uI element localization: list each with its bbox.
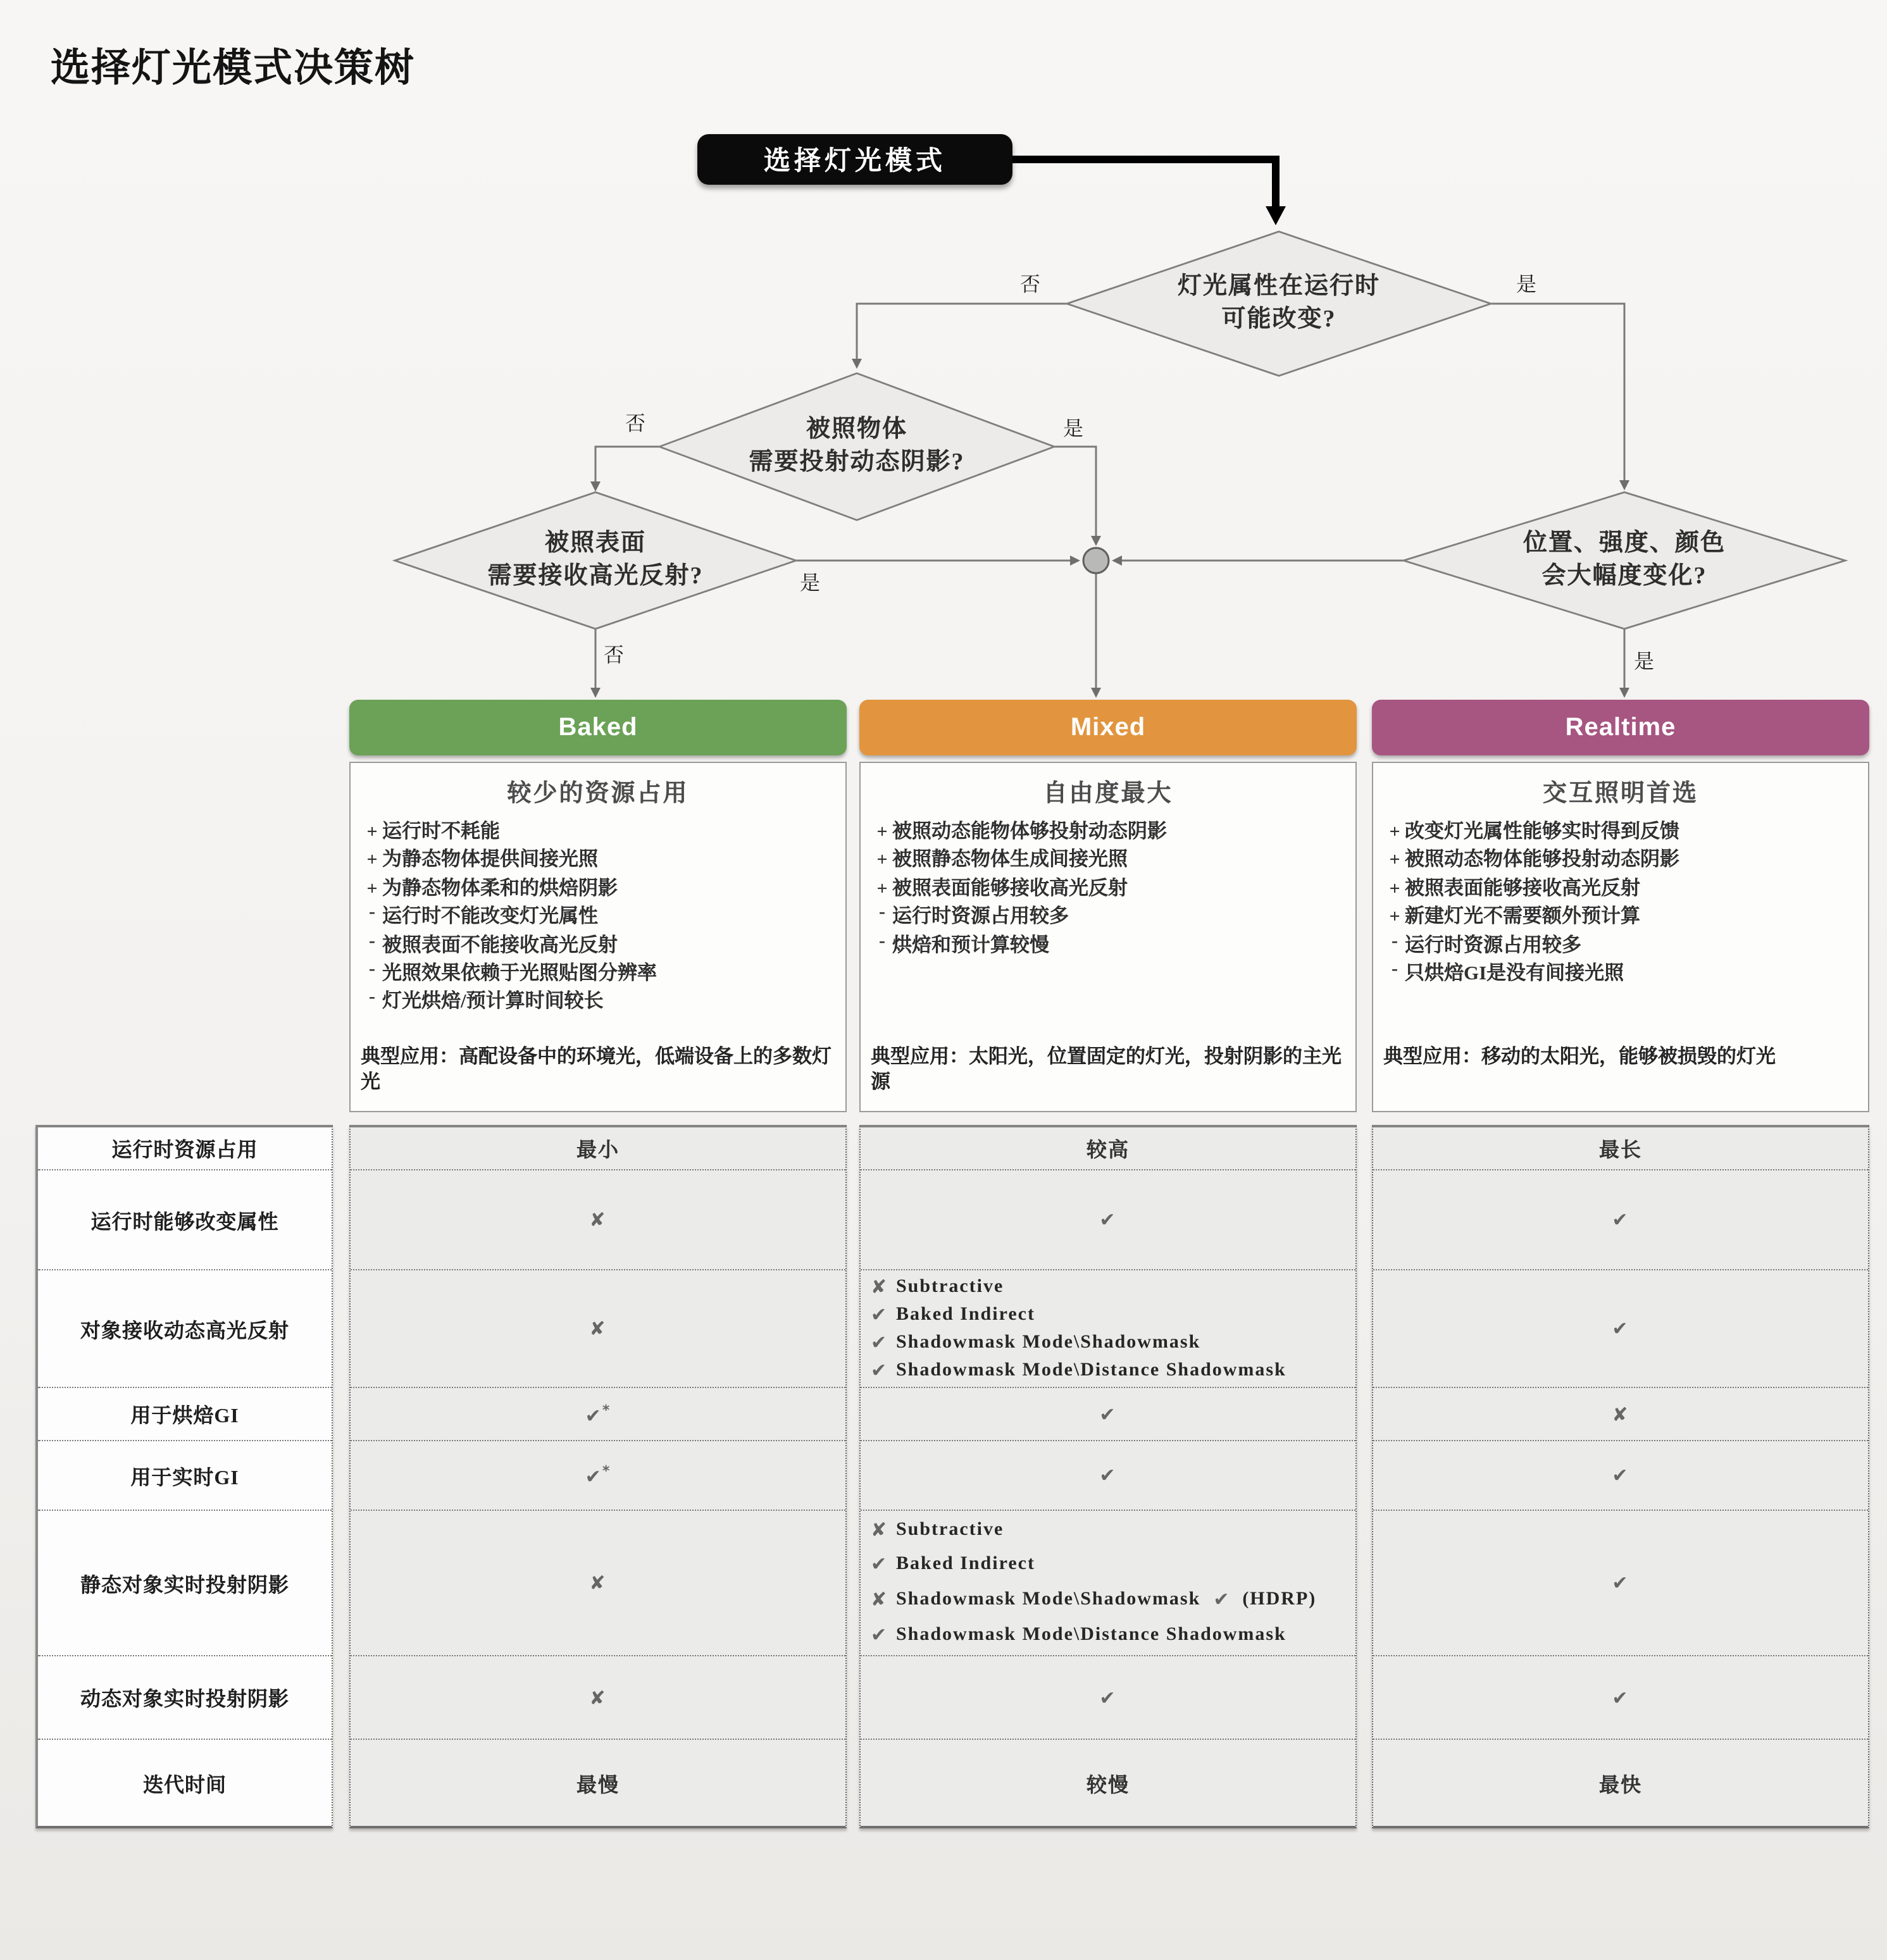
minus-marker: -	[369, 931, 375, 952]
connector-d1-no	[857, 304, 1067, 359]
mode-point-text: 被照动态能物体够投射动态阴影	[892, 821, 1168, 843]
connector-d1-yes	[1491, 304, 1624, 481]
mode-point-text: 烘焙和预计算较慢	[892, 934, 1050, 957]
mode-point-text: 只烘焙GI是没有间接光照	[1405, 963, 1624, 985]
minus-marker: -	[1392, 959, 1398, 980]
cell-realtime	[1373, 1127, 1868, 1170]
x-icon: ✘	[871, 1518, 888, 1541]
mode-summary: 较少的资源占用	[507, 781, 689, 807]
plus-marker: +	[366, 822, 378, 843]
check-icon: ✔	[871, 1553, 888, 1576]
mode-point	[1385, 819, 1868, 847]
junction-node	[1083, 548, 1109, 573]
start-node	[697, 134, 1012, 185]
mode-point	[362, 903, 845, 932]
cell-list-item	[871, 1329, 1200, 1357]
cell-list-item-text: Subtractive	[896, 1519, 1004, 1539]
edge-label-no: 否	[625, 414, 646, 435]
cell-mixed	[861, 1441, 1355, 1511]
x-icon: ✘	[1612, 1403, 1629, 1425]
cell-list-item-text: Subtractive	[896, 1276, 1004, 1296]
edge-label-no: 否	[1020, 275, 1041, 296]
row-label-text: 运行时能够改变属性	[90, 1212, 279, 1233]
x-icon: ✘	[589, 1572, 607, 1594]
plus-marker: +	[1389, 907, 1400, 928]
row-label	[38, 1511, 332, 1656]
mode-point-text: 改变灯光属性能够实时得到反馈	[1405, 821, 1680, 843]
mode-point	[1385, 932, 1868, 960]
decision-text: 可能改变?	[1221, 306, 1336, 333]
cell-list-item-text: Shadowmask Mode\Shadowmask	[896, 1332, 1201, 1353]
cell-mixed	[861, 1170, 1355, 1270]
check-icon: ✔*	[585, 1463, 611, 1488]
comparison-column-realtime	[1372, 1125, 1869, 1828]
mode-point-text: 运行时资源占用较多	[892, 906, 1069, 928]
decision-text: 需要投射动态阴影?	[749, 449, 965, 476]
plus-marker: +	[366, 850, 378, 871]
row-label	[38, 1656, 332, 1740]
cell-baked	[351, 1170, 845, 1270]
minus-marker: -	[1392, 931, 1398, 952]
check-icon: ✔	[871, 1623, 888, 1646]
cell-text: 最慢	[576, 1775, 620, 1796]
edge-label-no: 否	[604, 645, 625, 667]
mode-header-label: Mixed	[1070, 713, 1146, 741]
cell-list-item	[871, 1618, 1286, 1654]
cell-mixed	[861, 1511, 1355, 1656]
mode-point-text: 运行时资源占用较多	[1405, 934, 1582, 957]
edge-label-yes: 是	[800, 573, 821, 595]
mode-point	[1385, 960, 1868, 989]
cell-list-item-text: Shadowmask Mode\Distance Shadowmask	[896, 1624, 1286, 1645]
mode-points	[1373, 819, 1868, 989]
edge-label-yes: 是	[1634, 652, 1655, 673]
check-icon: ✔*	[585, 1401, 611, 1427]
cell-list-item-text: Shadowmask Mode\Shadowmask	[896, 1589, 1201, 1610]
decision-text: 位置、强度、颜色	[1523, 530, 1726, 557]
cell-realtime	[1373, 1740, 1868, 1826]
check-icon: ✔	[1612, 1208, 1629, 1231]
cell-text: 最长	[1598, 1140, 1642, 1162]
decision-text: 灯光属性在运行时	[1177, 273, 1380, 300]
x-icon: ✘	[589, 1317, 607, 1340]
cell-list-item	[871, 1272, 1004, 1301]
mode-point-text: 被照表面能够接收高光反射	[1405, 878, 1641, 900]
plus-marker: +	[876, 850, 888, 871]
mode-point	[872, 932, 1355, 960]
cell-list-item	[871, 1357, 1286, 1386]
mode-point	[872, 847, 1355, 876]
row-label-text: 用于烘焙GI	[130, 1406, 239, 1427]
cell-baked	[351, 1740, 845, 1826]
mode-summary: 自由度最大	[1043, 781, 1173, 807]
minus-marker: -	[879, 931, 885, 952]
typical-use: 典型应用：高配设备中的环境光，低端设备上的多数灯光	[361, 1046, 832, 1093]
mode-header-mixed	[859, 700, 1357, 755]
row-label-text: 运行时资源占用	[111, 1140, 258, 1162]
mode-summary: 交互照明首选	[1542, 781, 1698, 807]
row-label-text: 对象接收动态高光反射	[80, 1320, 289, 1342]
row-label-text: 动态对象实时投射阴影	[80, 1689, 289, 1711]
cell-mixed	[861, 1740, 1355, 1826]
cell-baked	[351, 1511, 845, 1656]
decision-node-position-intensity-color	[1404, 528, 1845, 593]
cell-text: 最小	[576, 1140, 620, 1162]
cell-list-item	[871, 1583, 1316, 1618]
mode-point-text: 被照表面不能接收高光反射	[382, 934, 618, 957]
comparison-label-column	[35, 1125, 333, 1828]
mode-point	[872, 903, 1355, 932]
plus-marker: +	[1389, 822, 1400, 843]
cell-baked	[351, 1441, 845, 1511]
cell-text: 最快	[1598, 1775, 1642, 1796]
row-label	[38, 1270, 332, 1388]
row-label	[38, 1127, 332, 1170]
cell-realtime	[1373, 1511, 1868, 1656]
check-icon: ✔	[1612, 1686, 1629, 1709]
cell-realtime	[1373, 1270, 1868, 1388]
edge-label-yes: 是	[1063, 419, 1084, 440]
cell-list-item-text: Shadowmask Mode\Distance Shadowmask	[896, 1360, 1286, 1381]
mode-point	[362, 960, 845, 989]
mode-point	[362, 876, 845, 904]
plus-marker: +	[876, 822, 888, 843]
cell-mixed	[861, 1127, 1355, 1170]
decision-text: 被照表面	[544, 530, 646, 557]
cell-realtime	[1373, 1441, 1868, 1511]
decision-node-dynamic-shadows	[659, 414, 1054, 480]
row-label	[38, 1388, 332, 1441]
mode-header-baked	[349, 700, 847, 755]
comparison-column-mixed	[859, 1125, 1357, 1828]
check-icon: ✔	[871, 1303, 888, 1326]
mode-point	[1385, 847, 1868, 876]
plus-marker: +	[366, 879, 378, 900]
page-title: 选择灯光模式决策树	[51, 46, 415, 90]
check-icon: ✔	[1099, 1208, 1117, 1231]
minus-marker: -	[369, 902, 375, 923]
mode-point-text: 运行时不耗能	[382, 821, 501, 843]
minus-marker: -	[879, 902, 885, 923]
mode-header-realtime	[1372, 700, 1869, 755]
mode-point	[872, 876, 1355, 904]
cell-list-item	[871, 1513, 1004, 1548]
cell-mixed	[861, 1270, 1355, 1388]
minus-marker: -	[369, 987, 375, 1008]
mode-point	[1385, 876, 1868, 904]
cell-realtime	[1373, 1388, 1868, 1441]
cell-baked	[351, 1388, 845, 1441]
cell-baked	[351, 1656, 845, 1740]
minus-marker: -	[369, 959, 375, 980]
check-icon: ✔	[871, 1331, 888, 1354]
check-icon: ✔	[1612, 1572, 1629, 1594]
mode-description-mixed	[859, 762, 1357, 1112]
cell-text: 较高	[1086, 1140, 1130, 1162]
mode-points	[861, 819, 1355, 960]
cell-mixed	[861, 1656, 1355, 1740]
decision-text: 需要接收高光反射?	[487, 563, 704, 590]
start-connector	[1012, 159, 1276, 208]
x-icon: ✘	[871, 1588, 888, 1611]
plus-marker: +	[1389, 850, 1400, 871]
cell-list-item-text: Baked Indirect	[896, 1304, 1035, 1325]
row-label-text: 静态对象实时投射阴影	[80, 1575, 289, 1596]
row-label	[38, 1441, 332, 1511]
edge-label-yes: 是	[1516, 275, 1537, 296]
row-label-text: 用于实时GI	[130, 1467, 239, 1489]
mode-point	[362, 932, 845, 960]
cell-list-item-text: Baked Indirect	[896, 1554, 1035, 1575]
decision-text: 被照物体	[806, 416, 907, 443]
decision-node-specular-reflection	[395, 528, 796, 593]
mode-point	[362, 847, 845, 876]
cell-list-item	[871, 1301, 1035, 1329]
cell-list-item	[871, 1548, 1035, 1584]
mode-point	[362, 819, 845, 847]
cell-realtime	[1373, 1170, 1868, 1270]
check-icon: ✔	[1099, 1403, 1117, 1425]
x-icon: ✘	[589, 1208, 607, 1231]
check-icon: ✔	[871, 1359, 888, 1382]
mode-point-text: 运行时不能改变灯光属性	[382, 906, 599, 928]
check-icon: ✔	[1099, 1464, 1117, 1487]
x-icon: ✘	[871, 1275, 888, 1298]
mode-point-text: 被照静态物体生成间接光照	[892, 849, 1128, 871]
decision-node-light-properties	[1067, 271, 1491, 337]
typical-use: 典型应用：移动的太阳光，能够被损毁的灯光	[1383, 1046, 1776, 1068]
start-node-label: 选择灯光模式	[764, 146, 946, 176]
mode-point	[1385, 903, 1868, 932]
plus-marker: +	[876, 879, 888, 900]
cell-realtime	[1373, 1656, 1868, 1740]
cell-mixed	[861, 1388, 1355, 1441]
cell-baked	[351, 1127, 845, 1170]
mode-point-text: 光照效果依赖于光照贴图分辨率	[382, 963, 657, 985]
mode-points	[351, 819, 845, 1017]
row-label-text: 迭代时间	[142, 1775, 227, 1796]
mode-point-text: 为静态物体提供间接光照	[382, 849, 599, 871]
mode-point	[362, 989, 845, 1017]
row-label	[38, 1740, 332, 1826]
decision-text: 会大幅度变化?	[1541, 563, 1707, 590]
mode-point-text: 灯光烘焙/预计算时间较长	[382, 991, 604, 1013]
check-icon: ✔	[1612, 1317, 1629, 1340]
check-icon: ✔	[1213, 1588, 1231, 1611]
check-icon: ✔	[1612, 1464, 1629, 1487]
plus-marker: +	[1389, 879, 1400, 900]
connector-d2-no	[595, 447, 659, 482]
mode-header-label: Baked	[558, 713, 638, 741]
x-icon: ✘	[589, 1686, 607, 1709]
cell-baked	[351, 1270, 845, 1388]
mode-description-realtime	[1372, 762, 1869, 1112]
row-label	[38, 1170, 332, 1270]
cell-list-item-extra: (HDRP)	[1242, 1589, 1317, 1610]
mode-point	[872, 819, 1355, 847]
mode-point-text: 被照表面能够接收高光反射	[892, 878, 1128, 900]
mode-point-text: 被照动态物体能够投射动态阴影	[1405, 849, 1680, 871]
comparison-column-baked	[349, 1125, 847, 1828]
connector-d2-yes	[1054, 447, 1096, 537]
typical-use: 典型应用：太阳光，位置固定的灯光，投射阴影的主光源	[871, 1046, 1342, 1093]
mode-description-baked	[349, 762, 847, 1112]
mode-point-text: 新建灯光不需要额外预计算	[1405, 906, 1641, 928]
mode-header-label: Realtime	[1565, 713, 1676, 741]
mode-point-text: 为静态物体柔和的烘焙阴影	[382, 878, 618, 900]
check-icon: ✔	[1099, 1686, 1117, 1709]
cell-text: 较慢	[1086, 1775, 1130, 1796]
